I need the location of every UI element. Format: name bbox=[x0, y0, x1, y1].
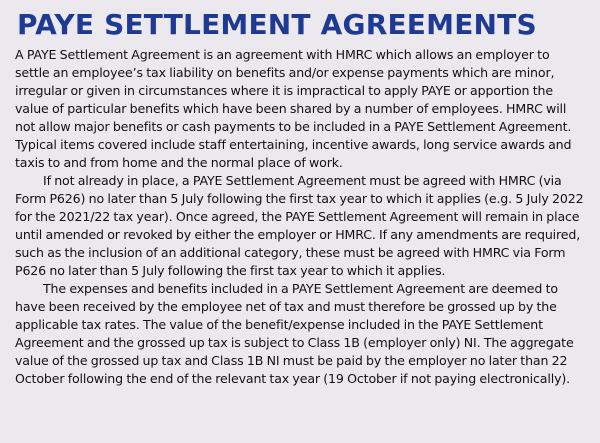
paragraph-agreement-timing: If not already in place, a PAYE Settlement Agreement must be agreed with HMRC (via Form P626) no later than 5 July following the first tax year to which it applies (e.g. 5 July 2022 for the 2021/22 tax year). Once agreed, the PAYE Settlement Agreement will remain in place until amended or revoked by either the employer or HMRC. If any amendments are required, such as the inclusion of an additional category, these must be agreed with HMRC via Form P626 no later than 5 July following the first tax year to which it applies. bbox=[15, 173, 584, 278]
page-title: PAYE SETTLEMENT AGREEMENTS bbox=[17, 8, 537, 41]
paragraph-intro: A PAYE Settlement Agreement is an agreement with HMRC which allows an employer to settle an employee’s tax liability on benefits and/or expense payments which are minor, irregular or given in circumstances where it is impractical to apply PAYE or apportion the value of particular benefits which have been shared by a number of employees. HMRC will not allow major benefits or cash payments to be included in a PAYE Settlement Agreement. Typical items covered include staff entertaining, incentive awards, long service awards and taxis to and from home and the normal place of work. bbox=[15, 47, 572, 170]
paragraph-grossing-up: The expenses and benefits included in a PAYE Settlement Agreement are deemed to have been received by the employee net of tax and must therefore be grossed up by the applicable tax rates. The value of the benefit/expense included in the PAYE Settlement Agreement and the grossed up tax is subject to Class 1B (employer only) NI. The aggregate value of the grossed up tax and Class 1B NI must be paid by the employer no later than 22 October following the end of the relevant tax year (19 October if not paying electronically). bbox=[15, 281, 574, 386]
